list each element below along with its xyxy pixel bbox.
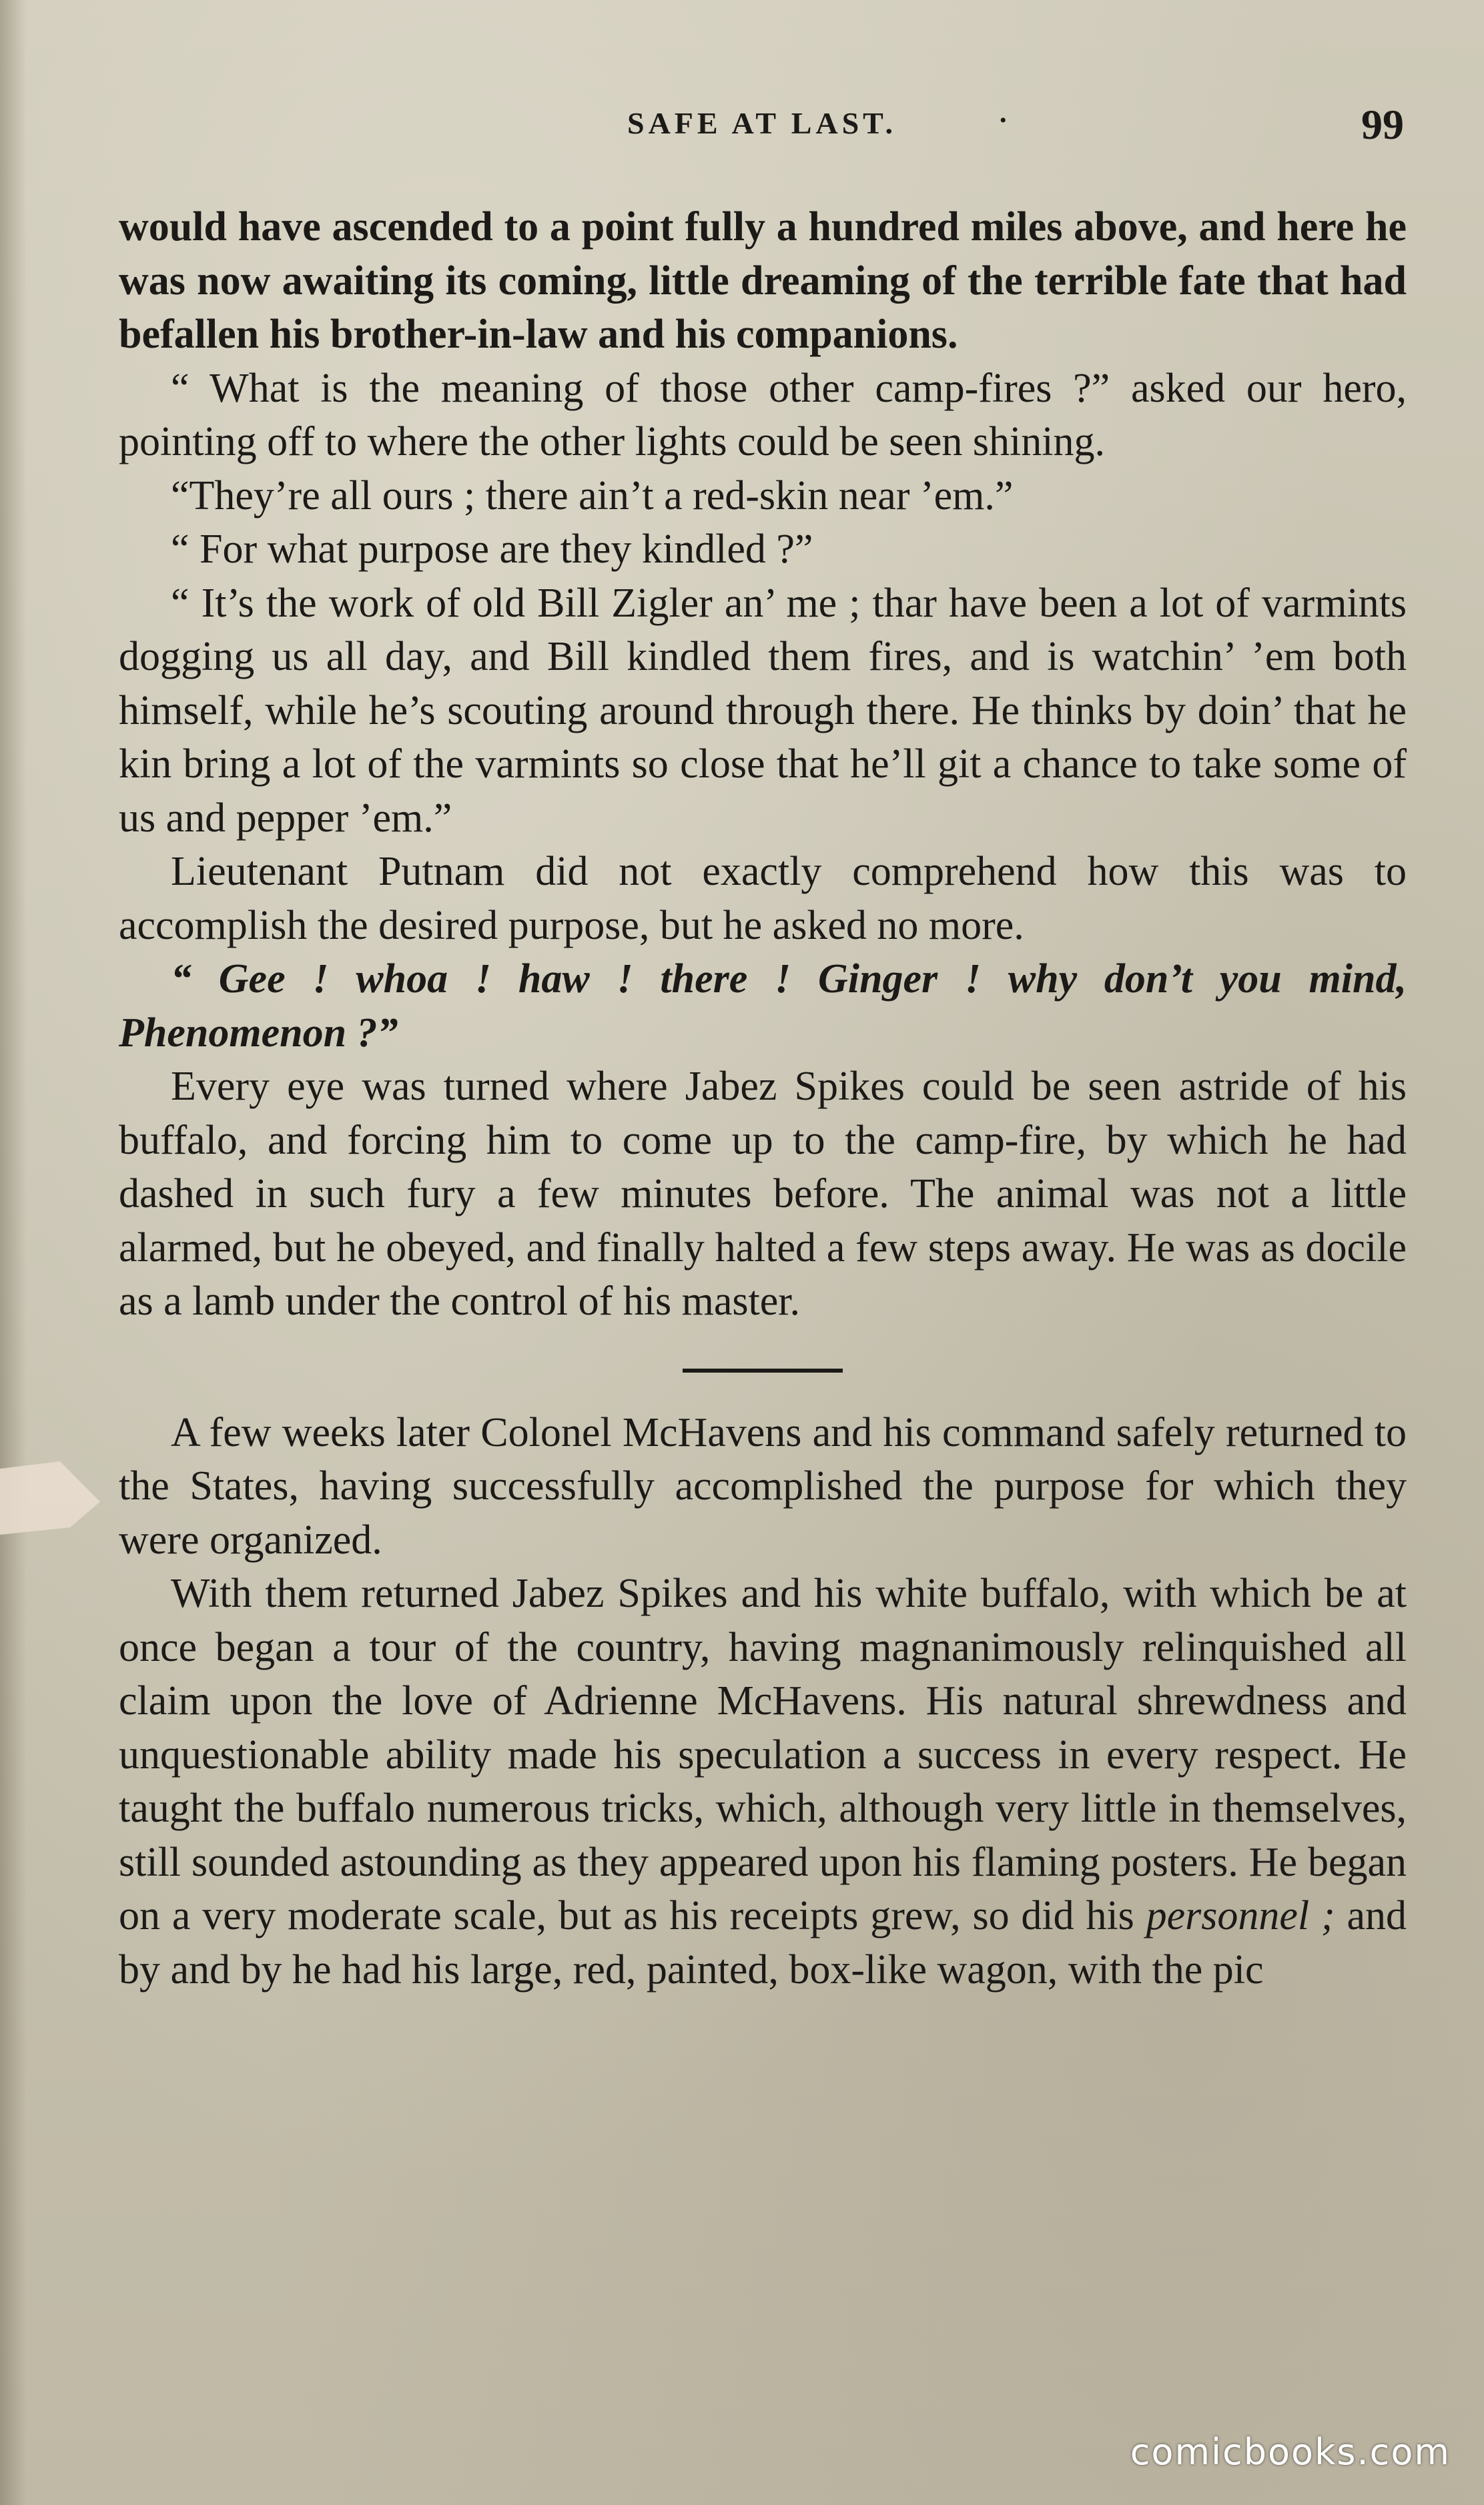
paragraph-return: A few weeks later Colonel McHavens and his command safely returned to the States, having successfully accomplished the purpose for which they were organized. (119, 1409, 1407, 1563)
paragraph-buffalo-arrival: Every eye was turned where Jabez Spikes could be seen astride of his buffalo, and forcing him to come up to the camp-fire, by which he had dashed in such fury a few minutes before. The animal was not a little alarmed, but he obeyed, and finally halted a few steps away. He was as docile as a lamb under the control of his master. (119, 1064, 1407, 1324)
paragraph-tour-end: and by and by he had his large, red, painted, box-like wagon, with the pic (119, 1893, 1407, 1993)
running-title: SAFE AT LAST. (627, 106, 897, 140)
paragraph-explanation: “ It’s the work of old Bill Zigler an’ me ; thar have been a lot of varmints dogging us all day, and Bill kindled them fires, and is watchin’ ’em both himself, while he’s scouting around through there. He thinks by doin’ that he kin bring a lot of the varmints so close that he’ll git a chance to take some of us and pepper ’em.” (119, 580, 1407, 841)
section-divider (683, 1369, 843, 1373)
watermark-text: comicbooks.com (1130, 2431, 1451, 2473)
paragraph-tour-text: With them returned Jabez Spikes and his white buffalo, with which be at once began a tour of the country, having magnanimously relinquished all claim upon the love of Adrienne McHavens. His natural shrewdness and unquestionable ability made his speculation a success in every respect. He taught the buffalo numerous tricks, which, although very little in themselves, still sounded astounding as they appeared upon his flaming posters. He began on a very moderate scale, but as his receipts grew, so did his (119, 1571, 1407, 1938)
paragraph-purpose-question: “ For what purpose are they kindled ?” (171, 526, 813, 572)
paragraph-tour-italic: personnel ; (1146, 1893, 1335, 1938)
paragraph-question: “ What is the meaning of those other camp-fires ?” asked our hero, pointing off to where the other lights could be seen shining. (119, 365, 1407, 464)
ornament-dot-icon: • (1000, 109, 1007, 131)
paragraph-continued: would have ascended to a point fully a hundred miles above, and here he was now awaiting its coming, little dreaming of the terrible fate that had befallen his brother-in-law and his companions. (119, 204, 1407, 357)
paragraph-lieutenant: Lieutenant Putnam did not exactly comprehend how this was to accomplish the desired purpose, but he asked no more. (119, 849, 1407, 948)
page-number: 99 (1361, 101, 1404, 148)
page-gutter-shadow (0, 0, 27, 2505)
paragraph-exclamation: “ Gee ! whoa ! haw ! there ! Ginger ! why don’t you mind, Phenomenon ?” (119, 956, 1407, 1056)
paragraph-reply: “They’re all ours ; there ain’t a red-skin near ’em.” (171, 472, 1014, 518)
torn-paper-corner (0, 1461, 100, 1535)
running-header (0, 100, 1484, 153)
page-body (119, 200, 1407, 1997)
paragraph-tour (119, 1567, 1407, 1997)
